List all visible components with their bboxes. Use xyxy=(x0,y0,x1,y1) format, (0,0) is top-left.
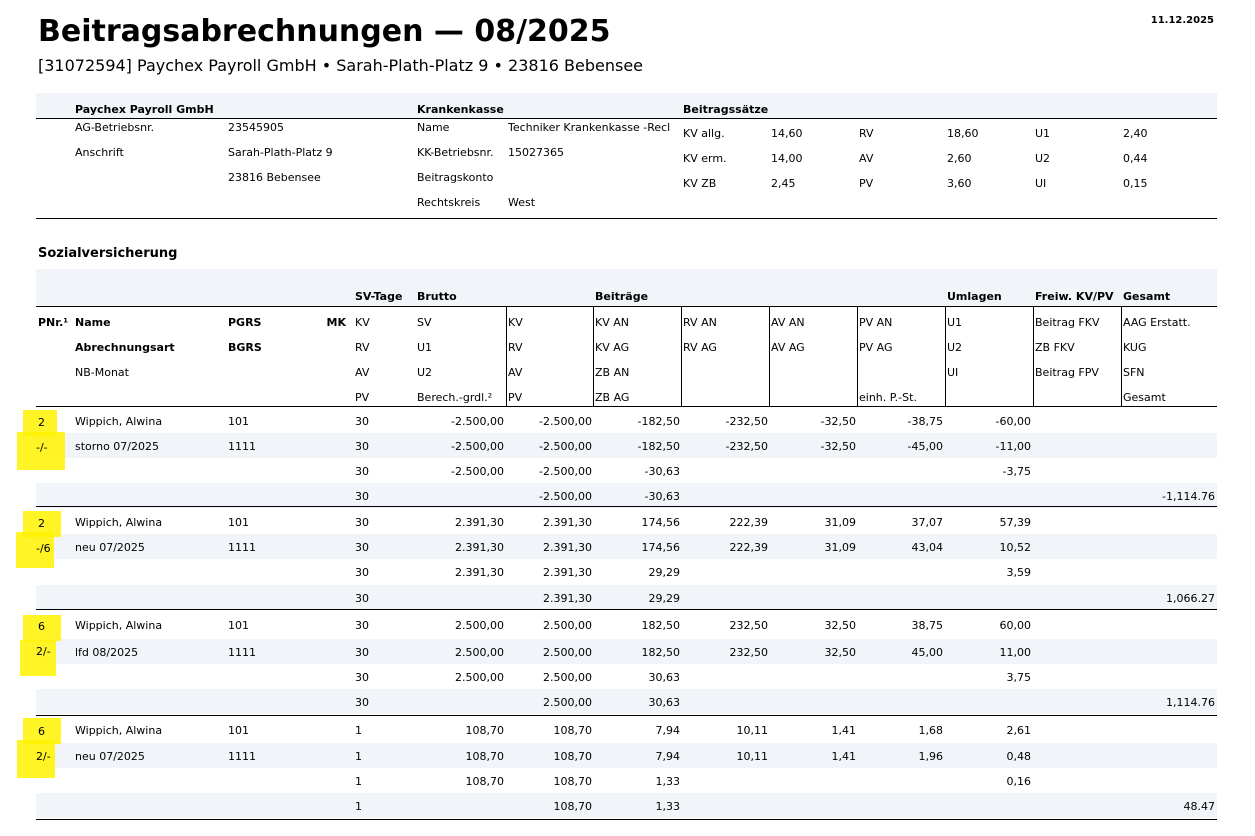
company-label: AG-Betriebsnr. xyxy=(75,121,155,134)
block-divider xyxy=(36,715,1217,716)
kk-label: Name xyxy=(417,121,450,134)
row-sv-tage: 30 xyxy=(355,440,369,453)
kk-label: Beitragskonto xyxy=(417,171,494,184)
header-cell: Abrechnungsart xyxy=(75,341,175,354)
row-amount: 60,00 xyxy=(999,619,1031,632)
row-amount: 29,29 xyxy=(648,592,680,605)
group-header: Freiw. KV/PV xyxy=(1035,290,1114,303)
row-amount: 10,11 xyxy=(736,724,768,737)
row-name: Wippich, Alwina xyxy=(75,415,163,428)
page-subtitle: [31072594] Paychex Payroll GmbH • Sarah-Plath-Platz 9 • 23816 Bebensee xyxy=(38,56,643,75)
block-divider xyxy=(36,609,1217,610)
row-amount: 108,70 xyxy=(465,724,504,737)
rate-label: PV xyxy=(859,177,874,190)
row-amount: -45,00 xyxy=(907,440,943,453)
row-name: neu 07/2025 xyxy=(75,750,145,763)
rate-value: 2,45 xyxy=(771,177,796,190)
row-amount: 1,41 xyxy=(831,724,856,737)
column-divider xyxy=(769,306,770,406)
header-cell: PV xyxy=(355,391,370,404)
row-amount: 222,39 xyxy=(729,516,768,529)
header-cell: MK xyxy=(326,316,346,329)
row-amount: -232,50 xyxy=(725,415,768,428)
row-grs: 101 xyxy=(228,619,249,632)
kk-heading: Krankenkasse xyxy=(417,103,504,116)
kk-label: Rechtskreis xyxy=(417,196,481,209)
row-amount: -182,50 xyxy=(637,415,680,428)
header-cell: KUG xyxy=(1123,341,1147,354)
row-amount: -38,75 xyxy=(907,415,943,428)
pnr-sub: -/- xyxy=(36,441,48,454)
row-amount: -2.500,00 xyxy=(451,415,504,428)
header-cell: Beitrag FPV xyxy=(1035,366,1099,379)
column-divider xyxy=(506,306,507,406)
header-cell: NB-Monat xyxy=(75,366,129,379)
pnr-sub: 2/- xyxy=(36,750,51,763)
row-amount: 1,33 xyxy=(655,800,680,813)
company-label: Anschrift xyxy=(75,146,124,159)
row-amount: -2.500,00 xyxy=(539,440,592,453)
rate-value: 0,15 xyxy=(1123,177,1148,190)
column-divider xyxy=(1033,306,1034,406)
group-header: Gesamt xyxy=(1123,290,1171,303)
divider xyxy=(36,118,1217,119)
row-amount: 1,066.27 xyxy=(1166,592,1215,605)
row-name: neu 07/2025 xyxy=(75,541,145,554)
rate-value: 2,60 xyxy=(947,152,972,165)
row-amount: -30,63 xyxy=(644,465,680,478)
row-amount: 1,114.76 xyxy=(1166,696,1215,709)
row-amount: 2.391,30 xyxy=(543,566,592,579)
company-value: 23545905 xyxy=(228,121,284,134)
row-amount: 2.500,00 xyxy=(543,619,592,632)
row-sv-tage: 30 xyxy=(355,516,369,529)
row-amount: -1,114.76 xyxy=(1162,490,1215,503)
row-name: storno 07/2025 xyxy=(75,440,159,453)
block-divider xyxy=(36,819,1217,820)
row-amount: 2.391,30 xyxy=(543,541,592,554)
row-sv-tage: 30 xyxy=(355,592,369,605)
group-header: Beiträge xyxy=(595,290,649,303)
pnr-number: 6 xyxy=(38,725,45,738)
rate-label: KV erm. xyxy=(683,152,727,165)
row-sv-tage: 30 xyxy=(355,415,369,428)
divider xyxy=(36,218,1217,219)
column-divider xyxy=(1121,306,1122,406)
header-cell: AV xyxy=(508,366,523,379)
pnr-number: 2 xyxy=(38,416,45,429)
row-sv-tage: 30 xyxy=(355,541,369,554)
rate-label: U2 xyxy=(1035,152,1051,165)
row-amount: -30,63 xyxy=(644,490,680,503)
row-amount: 182,50 xyxy=(641,646,680,659)
row-name: Wippich, Alwina xyxy=(75,724,163,737)
header-cell: ZB AG xyxy=(595,391,630,404)
row-amount: 7,94 xyxy=(655,724,680,737)
row-amount: 30,63 xyxy=(648,696,680,709)
column-divider xyxy=(593,306,594,406)
row-sv-tage: 30 xyxy=(355,696,369,709)
header-cell: PV AN xyxy=(859,316,893,329)
row-amount: 2.391,30 xyxy=(543,592,592,605)
row-amount: 2.500,00 xyxy=(543,696,592,709)
header-cell: einh. P.-St. xyxy=(859,391,917,404)
header-cell: RV xyxy=(508,341,523,354)
rate-label: KV ZB xyxy=(683,177,717,190)
header-cell: AV AG xyxy=(771,341,805,354)
row-grs: 101 xyxy=(228,724,249,737)
row-amount: 222,39 xyxy=(729,541,768,554)
header-cell: U1 xyxy=(417,341,433,354)
kk-label: KK-Betriebsnr. xyxy=(417,146,494,159)
row-amount: 108,70 xyxy=(465,775,504,788)
row-amount: -60,00 xyxy=(995,415,1031,428)
row-amount: 1,68 xyxy=(918,724,943,737)
row-amount: 57,39 xyxy=(999,516,1031,529)
column-divider xyxy=(857,306,858,406)
row-amount: 2.391,30 xyxy=(543,516,592,529)
row-amount: -2.500,00 xyxy=(451,465,504,478)
column-divider xyxy=(681,306,682,406)
company-heading: Paychex Payroll GmbH xyxy=(75,103,214,116)
header-cell: U1 xyxy=(947,316,963,329)
rates-heading: Beitragssätze xyxy=(683,103,769,116)
row-amount: 10,11 xyxy=(736,750,768,763)
row-amount: 1,41 xyxy=(831,750,856,763)
row-amount: -2.500,00 xyxy=(539,415,592,428)
row-amount: -232,50 xyxy=(725,440,768,453)
row-amount: 7,94 xyxy=(655,750,680,763)
header-cell: SV xyxy=(417,316,432,329)
row-sv-tage: 1 xyxy=(355,775,362,788)
row-amount: 3,59 xyxy=(1006,566,1031,579)
column-divider xyxy=(945,306,946,406)
row-amount: 38,75 xyxy=(911,619,943,632)
header-cell: KV AG xyxy=(595,341,630,354)
row-amount: 108,70 xyxy=(553,750,592,763)
row-amount: 11,00 xyxy=(999,646,1031,659)
header-cell: AAG Erstatt. xyxy=(1123,316,1191,329)
row-amount: -32,50 xyxy=(820,415,856,428)
header-cell: RV xyxy=(355,341,370,354)
row-amount: 232,50 xyxy=(729,646,768,659)
row-amount: 30,63 xyxy=(648,671,680,684)
row-amount: 2.391,30 xyxy=(455,566,504,579)
header-cell: KV xyxy=(355,316,370,329)
row-amount: 31,09 xyxy=(824,516,856,529)
kk-value: West xyxy=(508,196,536,209)
rate-value: 14,00 xyxy=(771,152,803,165)
row-amount: 2.500,00 xyxy=(543,646,592,659)
row-name: Wippich, Alwina xyxy=(75,619,163,632)
row-sv-tage: 1 xyxy=(355,800,362,813)
group-header: Umlagen xyxy=(947,290,1002,303)
row-amount: 31,09 xyxy=(824,541,856,554)
row-amount: 1,33 xyxy=(655,775,680,788)
row-amount: 108,70 xyxy=(553,724,592,737)
header-cell: Gesamt xyxy=(1123,391,1166,404)
row-amount: 2.391,30 xyxy=(455,541,504,554)
row-sv-tage: 30 xyxy=(355,646,369,659)
section-title: Sozialversicherung xyxy=(38,246,178,261)
row-amount: 174,56 xyxy=(641,541,680,554)
header-cell: PV xyxy=(508,391,523,404)
kk-value: Techniker Krankenkasse -Recl xyxy=(508,121,671,134)
row-grs: 1111 xyxy=(228,541,256,554)
row-amount: 2,61 xyxy=(1006,724,1031,737)
rate-label: UI xyxy=(1035,177,1047,190)
group-header: SV-Tage xyxy=(355,290,403,303)
header-cell: RV AG xyxy=(683,341,717,354)
row-amount: 2.500,00 xyxy=(455,646,504,659)
header-cell: ZB AN xyxy=(595,366,630,379)
row-amount: 45,00 xyxy=(911,646,943,659)
row-amount: 0,16 xyxy=(1006,775,1031,788)
kk-value: 15027365 xyxy=(508,146,564,159)
header-cell: KV xyxy=(508,316,523,329)
row-amount: 37,07 xyxy=(911,516,943,529)
block-divider xyxy=(36,506,1217,507)
header-cell: Berech.-grdl.² xyxy=(417,391,493,404)
row-amount: 174,56 xyxy=(641,516,680,529)
row-amount: 10,52 xyxy=(999,541,1031,554)
rate-value: 2,40 xyxy=(1123,127,1148,140)
pnr-sub: 2/- xyxy=(36,645,51,658)
row-amount: -2.500,00 xyxy=(539,465,592,478)
row-grs: 1111 xyxy=(228,646,256,659)
header-cell: U2 xyxy=(417,366,433,379)
header-cell: Beitrag FKV xyxy=(1035,316,1100,329)
company-value: 23816 Bebensee xyxy=(228,171,321,184)
row-sv-tage: 30 xyxy=(355,465,369,478)
row-sv-tage: 1 xyxy=(355,724,362,737)
header-cell: PV AG xyxy=(859,341,893,354)
header-cell: KV AN xyxy=(595,316,629,329)
row-amount: 108,70 xyxy=(553,800,592,813)
row-sv-tage: 30 xyxy=(355,566,369,579)
pnr-number: 2 xyxy=(38,517,45,530)
row-amount: 2.391,30 xyxy=(455,516,504,529)
row-amount: 2.500,00 xyxy=(543,671,592,684)
row-amount: 29,29 xyxy=(648,566,680,579)
row-amount: -2.500,00 xyxy=(539,490,592,503)
divider xyxy=(36,406,1217,407)
row-amount: 182,50 xyxy=(641,619,680,632)
header-cell: Name xyxy=(75,316,111,329)
rate-label: U1 xyxy=(1035,127,1051,140)
page-title: Beitragsabrechnungen — 08/2025 xyxy=(38,14,611,49)
row-grs: 1111 xyxy=(228,440,256,453)
row-amount: 2.500,00 xyxy=(455,671,504,684)
row-amount: 1,96 xyxy=(918,750,943,763)
header-cell: U2 xyxy=(947,341,963,354)
header-cell: ZB FKV xyxy=(1035,341,1075,354)
row-amount: 32,50 xyxy=(824,646,856,659)
rate-value: 18,60 xyxy=(947,127,979,140)
row-amount: 43,04 xyxy=(911,541,943,554)
row-grs: 1111 xyxy=(228,750,256,763)
row-amount: 32,50 xyxy=(824,619,856,632)
company-value: Sarah-Plath-Platz 9 xyxy=(228,146,333,159)
row-grs: 101 xyxy=(228,415,249,428)
header-cell: PGRS xyxy=(228,316,262,329)
group-header: Brutto xyxy=(417,290,457,303)
row-amount: 108,70 xyxy=(553,775,592,788)
row-amount: 232,50 xyxy=(729,619,768,632)
row-sv-tage: 30 xyxy=(355,671,369,684)
row-amount: 3,75 xyxy=(1006,671,1031,684)
row-amount: -32,50 xyxy=(820,440,856,453)
row-amount: 108,70 xyxy=(465,750,504,763)
rate-label: AV xyxy=(859,152,874,165)
header-cell: AV AN xyxy=(771,316,805,329)
row-name: Wippich, Alwina xyxy=(75,516,163,529)
row-amount: -2.500,00 xyxy=(451,440,504,453)
rate-value: 3,60 xyxy=(947,177,972,190)
row-amount: 48.47 xyxy=(1183,800,1215,813)
header-cell: SFN xyxy=(1123,366,1145,379)
header-cell: UI xyxy=(947,366,959,379)
row-grs: 101 xyxy=(228,516,249,529)
row-amount: 2.500,00 xyxy=(455,619,504,632)
header-cell: RV AN xyxy=(683,316,717,329)
row-sv-tage: 1 xyxy=(355,750,362,763)
pnr-sub: -/6 xyxy=(36,542,51,555)
header-cell: BGRS xyxy=(228,341,262,354)
rate-label: RV xyxy=(859,127,874,140)
row-amount: -11,00 xyxy=(995,440,1031,453)
row-name: lfd 08/2025 xyxy=(75,646,139,659)
row-amount: -3,75 xyxy=(1002,465,1031,478)
row-sv-tage: 30 xyxy=(355,619,369,632)
pnr-number: 6 xyxy=(38,620,45,633)
print-date: 11.12.2025 xyxy=(1150,15,1214,26)
rate-value: 0,44 xyxy=(1123,152,1148,165)
row-amount: -182,50 xyxy=(637,440,680,453)
header-cell: PNr.¹ xyxy=(38,316,69,329)
row-sv-tage: 30 xyxy=(355,490,369,503)
divider xyxy=(36,306,1217,307)
header-cell: AV xyxy=(355,366,370,379)
rate-label: KV allg. xyxy=(683,127,725,140)
row-amount: 0,48 xyxy=(1006,750,1031,763)
rate-value: 14,60 xyxy=(771,127,803,140)
